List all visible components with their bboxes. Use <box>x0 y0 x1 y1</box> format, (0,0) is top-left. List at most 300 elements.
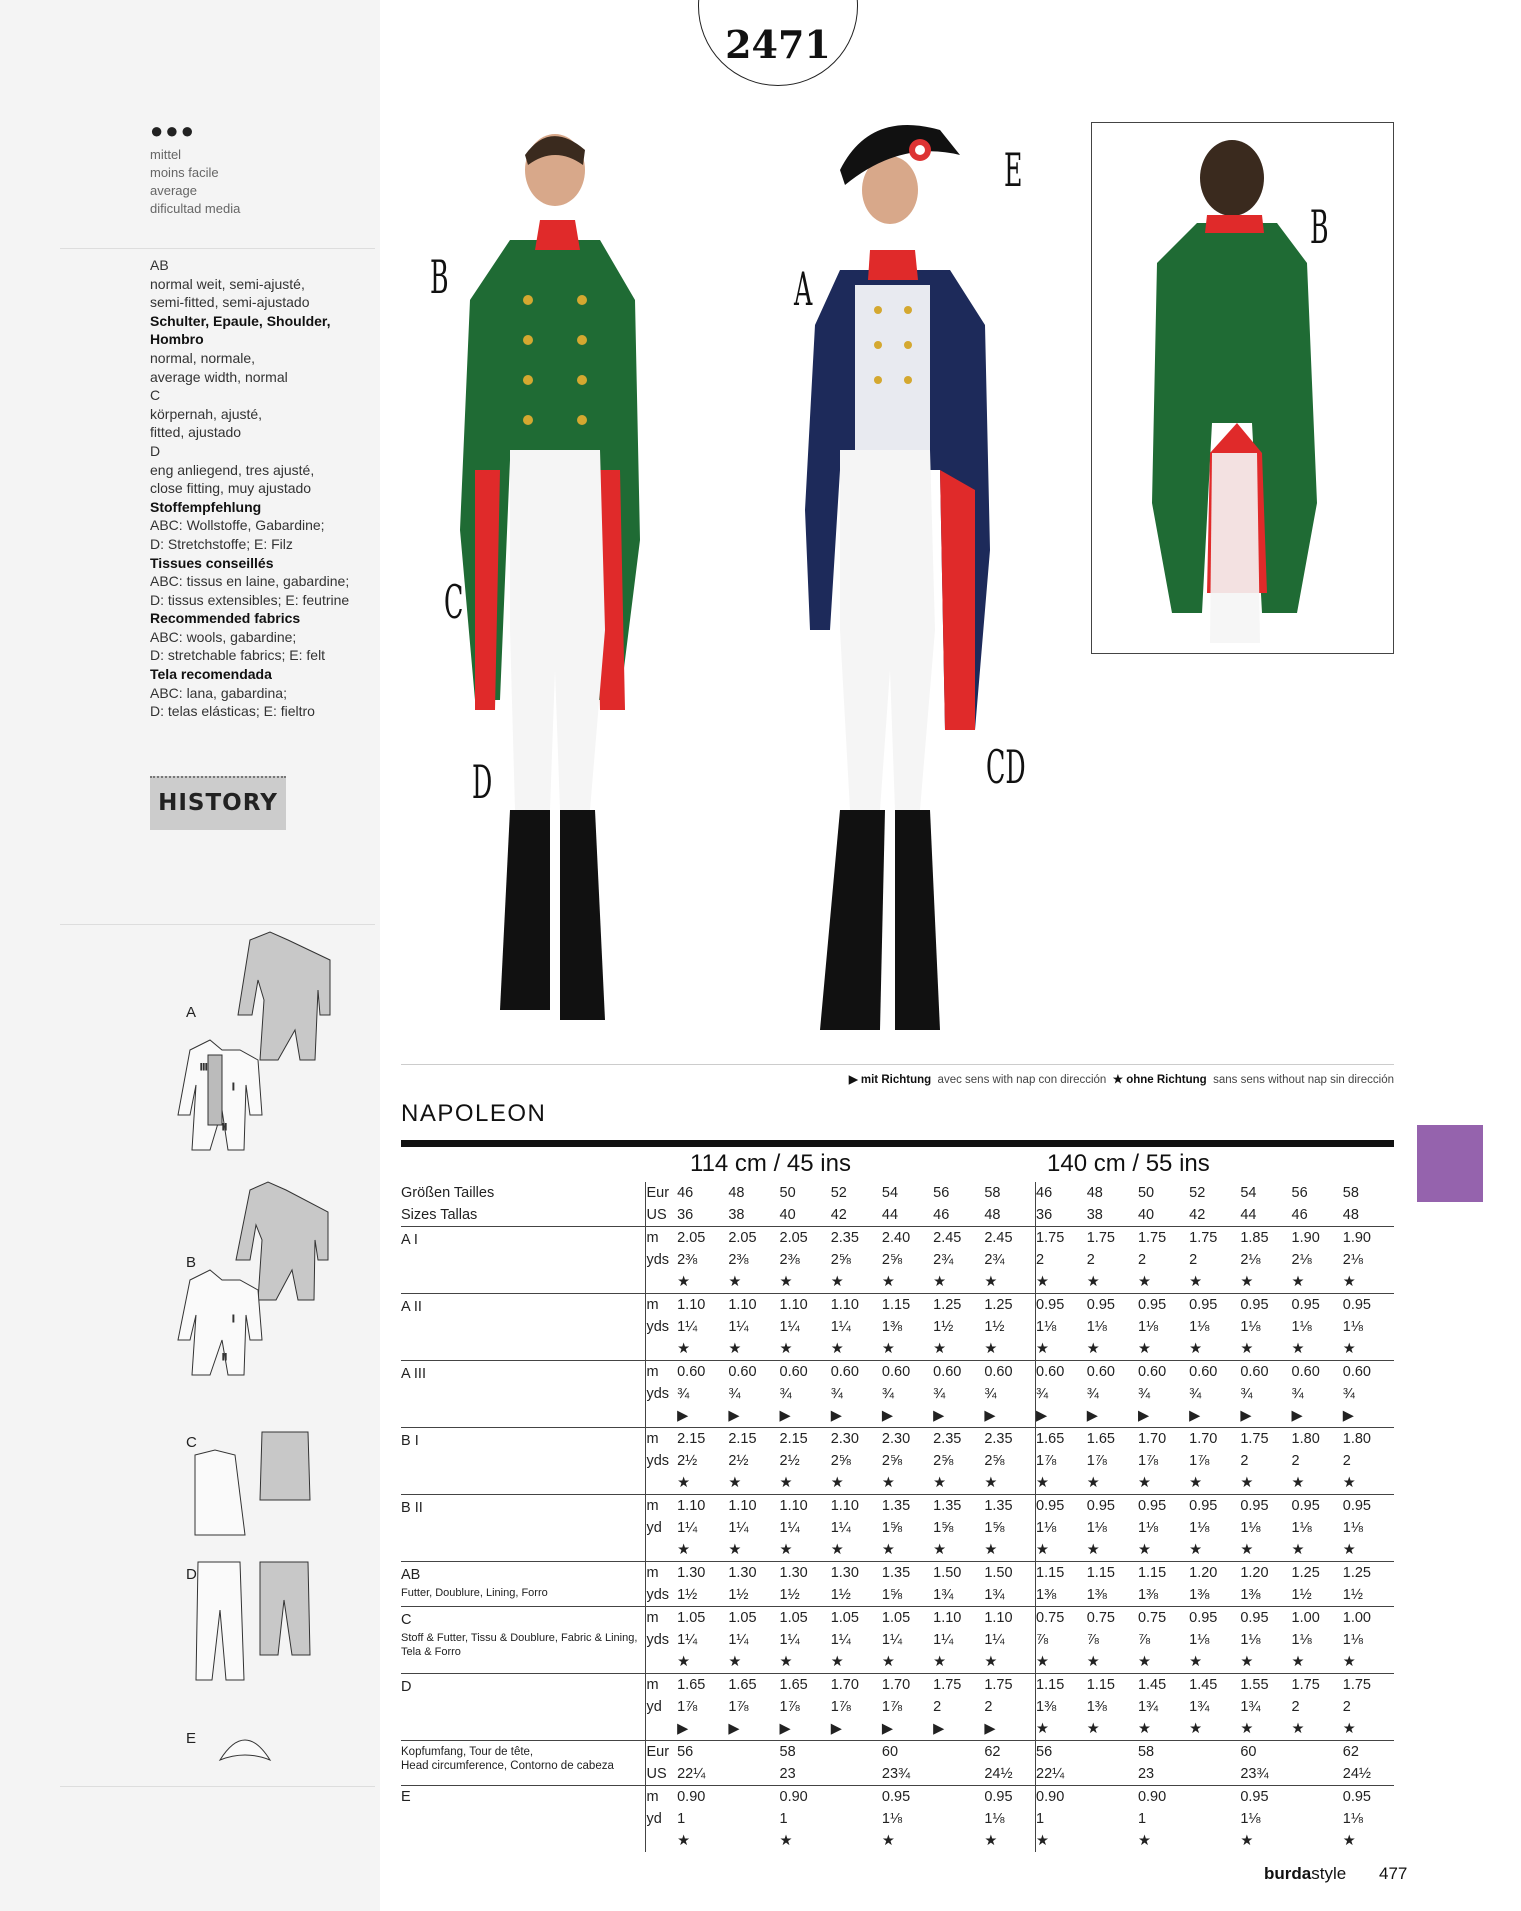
cell-value <box>728 1830 779 1852</box>
cell-value: ★ <box>933 1274 947 1290</box>
cell-value: 1.25 <box>984 1297 1013 1313</box>
cell-value: 56 <box>933 1185 950 1201</box>
size-cell <box>780 1361 831 1428</box>
sizes-label: Größen Tailles <box>401 1185 495 1201</box>
cell-value: 0.95 <box>1137 1498 1167 1514</box>
cell-value: 2 <box>984 1699 993 1715</box>
cell-value: 0.60 <box>1291 1364 1320 1380</box>
cell-value: ★ <box>1189 1721 1203 1737</box>
size-cell <box>677 1674 728 1741</box>
size-cell <box>831 1741 882 1786</box>
size-cell <box>984 1562 1035 1607</box>
cell-value: 1.75 <box>933 1677 962 1693</box>
cell-value: 2⅛ <box>1342 1252 1363 1268</box>
cell-value: 1.70 <box>1189 1431 1218 1447</box>
row-sublabel: Futter, Doublure, Lining, Forro <box>401 1587 548 1599</box>
cell-value: ¾ <box>933 1386 946 1402</box>
cell-value: 0.60 <box>1342 1364 1371 1380</box>
size-cell <box>677 1607 728 1674</box>
cell-value <box>831 1808 882 1830</box>
cell-value: 1.65 <box>779 1677 808 1693</box>
cell-value: 1.80 <box>1291 1431 1320 1447</box>
cell-value: 62 <box>984 1744 1001 1760</box>
cell-value: ¾ <box>1036 1386 1049 1402</box>
unit: US <box>646 1766 667 1782</box>
divider <box>60 248 375 249</box>
unit: yd <box>646 1520 662 1536</box>
cell-value: 1.00 <box>1291 1610 1320 1626</box>
cell-value: ★ <box>1291 1542 1305 1558</box>
size-cell <box>1036 1227 1087 1294</box>
cell-value: ▶ <box>933 1408 945 1424</box>
cell-value: 2 <box>1036 1252 1045 1268</box>
cell-value: ★ <box>728 1654 742 1670</box>
row-label <box>401 1562 646 1607</box>
title-rule <box>401 1140 1394 1147</box>
cell-value: ★ <box>1189 1542 1203 1558</box>
cell-value: ★ <box>779 1833 793 1849</box>
size-cell <box>831 1674 882 1741</box>
back-view-inset <box>1091 122 1394 654</box>
cell-value: 2 <box>1291 1699 1300 1715</box>
size-cell <box>1343 1227 1394 1294</box>
cell-value: 1.35 <box>984 1498 1013 1514</box>
cell-value: 1¼ <box>677 1520 698 1536</box>
cell-value: 0.95 <box>1342 1297 1371 1313</box>
cell-value: 1.65 <box>1086 1431 1115 1447</box>
cell-value: 1.75 <box>1240 1431 1269 1447</box>
cell-value: 24½ <box>1342 1766 1371 1782</box>
cell-value: ★ <box>1240 1341 1254 1357</box>
size-cell <box>882 1607 933 1674</box>
cell-value: ¾ <box>1086 1386 1099 1402</box>
cell-value: 1⅛ <box>1240 1319 1261 1335</box>
size-cell <box>1189 1674 1240 1741</box>
size-cell <box>1036 1786 1087 1853</box>
unit: m <box>646 1610 659 1626</box>
cell-value: 0.95 <box>1240 1610 1269 1626</box>
size-cell <box>1087 1741 1138 1786</box>
size-cell <box>677 1428 728 1495</box>
cell-value <box>1292 1808 1343 1830</box>
view-piece-label: A III <box>401 1366 426 1382</box>
cell-value: 1⅜ <box>1036 1587 1057 1603</box>
unit: m <box>646 1230 659 1246</box>
size-cell <box>831 1786 882 1853</box>
difficulty-line: moins facile <box>150 165 219 180</box>
fabric-width-114: 114 cm / 45 ins <box>690 1150 851 1177</box>
row-label <box>401 1227 646 1294</box>
cell-value: 1.10 <box>933 1610 962 1626</box>
size-cell <box>1343 1674 1394 1741</box>
size-cell <box>677 1562 728 1607</box>
size-cell <box>1240 1607 1291 1674</box>
cell-value: 1⅞ <box>677 1699 698 1715</box>
cell-value: 48 <box>1086 1185 1103 1201</box>
sketch-a-back <box>238 932 330 1060</box>
cell-value: 1.65 <box>728 1677 757 1693</box>
cell-value: 1⅝ <box>984 1520 1005 1536</box>
size-cell <box>1036 1182 1087 1227</box>
cell-value: ¾ <box>830 1386 843 1402</box>
cell-value: 1⅛ <box>1240 1811 1261 1827</box>
fit-line: ABC: lana, gabardina; <box>150 684 287 701</box>
cell-value: ★ <box>1189 1475 1203 1491</box>
cell-value: 1.70 <box>1137 1431 1167 1447</box>
cell-value: ▶ <box>1036 1408 1048 1424</box>
row-label <box>401 1741 646 1786</box>
cell-value: 1⅜ <box>1086 1699 1107 1715</box>
view-piece-label: C <box>401 1612 412 1628</box>
fit-line: fitted, ajustado <box>150 424 242 441</box>
cell-value: 1⅛ <box>1036 1520 1057 1536</box>
unit: m <box>646 1431 659 1447</box>
size-cell <box>1189 1294 1240 1361</box>
unit: yds <box>646 1386 670 1402</box>
size-cell <box>780 1227 831 1294</box>
cell-value: 2 <box>933 1699 942 1715</box>
cell-value: 1⅜ <box>881 1319 903 1335</box>
yardage-table <box>401 1182 1394 1852</box>
sketch-b-back <box>236 1182 328 1300</box>
cell-value: 42 <box>830 1207 847 1223</box>
sketch-a-front <box>178 1040 262 1150</box>
cell-value: 1½ <box>984 1319 1005 1335</box>
cell-value: 1.50 <box>933 1565 962 1581</box>
cell-value: 2.15 <box>728 1431 757 1447</box>
cell-value: 2½ <box>779 1453 800 1469</box>
cell-value: 2⅝ <box>830 1453 851 1469</box>
cell-value <box>1189 1830 1240 1852</box>
cell-value: ★ <box>1137 1475 1151 1491</box>
cell-value: ★ <box>984 1654 998 1670</box>
cell-value: 2.35 <box>984 1431 1013 1447</box>
cell-value: 1⅛ <box>881 1811 903 1827</box>
cell-value: 1⅞ <box>1036 1453 1057 1469</box>
cell-value: 1.10 <box>779 1498 808 1514</box>
cell-value: ★ <box>984 1542 998 1558</box>
cell-value: ▶ <box>728 1721 740 1737</box>
size-cell <box>1036 1428 1087 1495</box>
cell-value: ★ <box>1036 1475 1050 1491</box>
cell-value: 2.40 <box>881 1230 911 1246</box>
cell-value: ★ <box>933 1654 947 1670</box>
row-label <box>401 1428 646 1495</box>
size-cell <box>984 1361 1035 1428</box>
cell-value: 56 <box>1291 1185 1308 1201</box>
view-piece-label: B I <box>401 1433 419 1449</box>
unit: m <box>646 1789 659 1805</box>
view-label-d: D <box>472 755 493 809</box>
cell-value: 1¼ <box>830 1319 851 1335</box>
size-cell <box>1189 1227 1240 1294</box>
cell-value: 1⅝ <box>881 1520 903 1536</box>
unit-cell <box>646 1361 677 1428</box>
tech-label-e: E <box>186 1730 197 1747</box>
cell-value: 1½ <box>677 1587 698 1603</box>
cell-value: 1¾ <box>1240 1699 1261 1715</box>
cell-value: 1⅜ <box>1036 1699 1057 1715</box>
nap-legend <box>849 1072 1394 1086</box>
cell-value: ⅞ <box>1086 1632 1099 1648</box>
unit: yds <box>646 1453 670 1469</box>
size-cell <box>677 1294 728 1361</box>
cell-value <box>728 1786 779 1808</box>
cell-value: 1.90 <box>1291 1230 1320 1246</box>
cell-value: 1⅛ <box>1291 1520 1312 1536</box>
unit-cell <box>646 1294 677 1361</box>
cell-value: 58 <box>779 1744 796 1760</box>
cell-value: ★ <box>1189 1274 1203 1290</box>
cell-value: ★ <box>1291 1475 1305 1491</box>
cell-value: 2⅜ <box>779 1252 800 1268</box>
unit: m <box>646 1565 659 1581</box>
difficulty-dots: ●●● <box>150 118 196 143</box>
size-cell <box>1036 1495 1087 1562</box>
size-cell <box>1292 1741 1343 1786</box>
cell-value: 2 <box>1342 1453 1351 1469</box>
difficulty-line: dificultad media <box>150 201 241 216</box>
cell-value: 1⅛ <box>1189 1520 1210 1536</box>
cell-value: ★ <box>677 1274 691 1290</box>
cell-value: 2⅛ <box>1240 1252 1261 1268</box>
fit-line: C <box>150 387 161 404</box>
unit-cell <box>646 1227 677 1294</box>
unit-cell <box>646 1428 677 1495</box>
view-piece-label: E <box>401 1789 411 1805</box>
size-cell <box>933 1674 984 1741</box>
cell-value: 1.65 <box>1036 1431 1065 1447</box>
size-cell <box>1087 1294 1138 1361</box>
cell-value: 23¾ <box>1240 1766 1269 1782</box>
cell-value: 1.45 <box>1137 1677 1167 1693</box>
unit: yds <box>646 1319 670 1335</box>
cell-value: 1.70 <box>830 1677 859 1693</box>
size-cell <box>1189 1741 1240 1786</box>
row-sublabel: Stoff & Futter, Tissu & Doublure, Fabric & Lining, Tela & Forro <box>401 1632 638 1658</box>
size-cell <box>780 1786 831 1853</box>
fit-line: Tela recomendada <box>150 666 272 683</box>
size-cell <box>1189 1361 1240 1428</box>
cell-value: 1⅞ <box>728 1699 749 1715</box>
row-label <box>401 1182 646 1227</box>
cell-value: 0.60 <box>1240 1364 1269 1380</box>
cell-value: 1.05 <box>728 1610 757 1626</box>
cell-value: ★ <box>1240 1542 1254 1558</box>
cell-value: 1⅛ <box>1189 1319 1210 1335</box>
size-cell <box>882 1182 933 1227</box>
cell-value: 1⅛ <box>1342 1520 1363 1536</box>
cell-value: 2.35 <box>830 1230 859 1246</box>
size-cell <box>1036 1562 1087 1607</box>
cell-value: 1⅝ <box>881 1587 903 1603</box>
cell-value: ★ <box>1036 1833 1050 1849</box>
size-cell <box>1240 1562 1291 1607</box>
legend-with-nap: ▶ mit Richtung <box>848 1074 932 1086</box>
cell-value: 1¼ <box>728 1520 749 1536</box>
cell-value: ▶ <box>677 1408 689 1424</box>
flat-sketches <box>160 920 380 1780</box>
cell-value: 50 <box>779 1185 796 1201</box>
cell-value: 1.45 <box>1189 1677 1218 1693</box>
brand-bold: burda <box>1264 1864 1312 1883</box>
fabric-width-140: 140 cm / 55 ins <box>1047 1150 1210 1177</box>
cell-value: ¾ <box>1342 1386 1355 1402</box>
size-cell <box>933 1607 984 1674</box>
cell-value: ★ <box>1036 1274 1050 1290</box>
cell-value: 1¼ <box>984 1632 1005 1648</box>
cell-value: 0.90 <box>1137 1789 1167 1805</box>
cell-value: 1¼ <box>779 1632 800 1648</box>
cell-value <box>728 1808 779 1830</box>
cell-value: 1¾ <box>1137 1699 1159 1715</box>
cell-value: 2 <box>1240 1453 1249 1469</box>
fit-line: körpernah, ajusté, <box>150 405 263 422</box>
cell-value: ⅞ <box>1137 1632 1151 1648</box>
size-cell <box>831 1562 882 1607</box>
cell-value <box>831 1763 882 1785</box>
cell-value: 1¼ <box>677 1632 698 1648</box>
fit-line: D <box>150 442 161 459</box>
fit-line: Hombro <box>150 331 204 348</box>
difficulty-line: mittel <box>150 147 182 162</box>
cell-value: 1⅛ <box>1086 1520 1107 1536</box>
cell-value: 1.15 <box>1137 1565 1167 1581</box>
cell-value: ★ <box>1086 1654 1100 1670</box>
size-cell <box>831 1182 882 1227</box>
cell-value: 40 <box>779 1207 796 1223</box>
cell-value: 1.20 <box>1189 1565 1218 1581</box>
cell-value: 1⅞ <box>881 1699 903 1715</box>
size-cell <box>677 1495 728 1562</box>
cell-value: 58 <box>984 1185 1001 1201</box>
cell-value: 1.30 <box>728 1565 757 1581</box>
size-cell <box>1138 1227 1189 1294</box>
cell-value: ★ <box>1342 1654 1356 1670</box>
cell-value: 1.15 <box>1086 1565 1115 1581</box>
size-cell <box>1189 1182 1240 1227</box>
cell-value: ▶ <box>881 1408 894 1424</box>
row-label <box>401 1294 646 1361</box>
fit-line: average width, normal <box>150 368 288 385</box>
cell-value: ★ <box>1240 1274 1254 1290</box>
svg-text:III: III <box>200 1062 208 1072</box>
cell-value: 1½ <box>779 1587 800 1603</box>
legend-without-nap-translations: sans sens without nap sin dirección <box>1213 1074 1394 1086</box>
cell-value: 1¼ <box>677 1319 698 1335</box>
cell-value: 1.75 <box>1291 1677 1320 1693</box>
cell-value: 1¾ <box>1189 1699 1210 1715</box>
size-cell <box>1189 1607 1240 1674</box>
size-cell <box>933 1182 984 1227</box>
cell-value: ¾ <box>984 1386 997 1402</box>
size-cell <box>1189 1428 1240 1495</box>
row-label <box>401 1607 646 1674</box>
size-cell <box>1343 1741 1394 1786</box>
cell-value: 1.10 <box>830 1498 859 1514</box>
cell-value: 1.70 <box>881 1677 911 1693</box>
unit-cell <box>646 1674 677 1741</box>
row-label <box>401 1786 646 1853</box>
cell-value <box>831 1830 882 1852</box>
cell-value: 1.10 <box>728 1297 757 1313</box>
cell-value: 1⅞ <box>1086 1453 1107 1469</box>
cell-value: 1.05 <box>881 1610 911 1626</box>
pattern-number: 2471 <box>725 22 831 67</box>
size-cell <box>882 1786 933 1853</box>
cell-value: ★ <box>1137 1833 1151 1849</box>
cell-value: 1¼ <box>728 1319 749 1335</box>
cell-value: 1.10 <box>779 1297 808 1313</box>
cell-value: ★ <box>677 1833 691 1849</box>
cell-value: 0.60 <box>933 1364 962 1380</box>
cell-value: 1¼ <box>779 1520 800 1536</box>
svg-text:I: I <box>232 1314 235 1325</box>
cell-value: ★ <box>881 1542 895 1558</box>
cell-value <box>1087 1763 1138 1785</box>
cell-value: 44 <box>881 1207 899 1223</box>
cell-value: 1⅛ <box>1342 1811 1363 1827</box>
cell-value: ★ <box>728 1274 742 1290</box>
size-cell <box>984 1428 1035 1495</box>
cell-value: ★ <box>677 1654 691 1670</box>
cell-value <box>1087 1808 1138 1830</box>
cell-value: ★ <box>1342 1833 1356 1849</box>
cell-value: 0.95 <box>1240 1297 1269 1313</box>
cell-value: ★ <box>677 1475 691 1491</box>
cell-value: 1.05 <box>677 1610 706 1626</box>
divider <box>401 1064 1394 1065</box>
cell-value: ▶ <box>984 1408 996 1424</box>
cell-value: 1¼ <box>728 1632 749 1648</box>
cell-value: ★ <box>933 1341 947 1357</box>
cell-value: ★ <box>830 1274 844 1290</box>
cell-value: ★ <box>728 1542 742 1558</box>
cell-value: 1⅛ <box>1189 1632 1210 1648</box>
cell-value: 0.95 <box>881 1789 911 1805</box>
size-cell <box>831 1607 882 1674</box>
size-cell <box>933 1227 984 1294</box>
cell-value: ★ <box>830 1341 844 1357</box>
size-cell <box>1087 1674 1138 1741</box>
cell-value: ▶ <box>830 1721 842 1737</box>
view-label-e: E <box>1004 143 1023 197</box>
size-cell <box>882 1227 933 1294</box>
size-cell <box>1138 1182 1189 1227</box>
cell-value: 1⅛ <box>1036 1319 1057 1335</box>
cell-value: 0.90 <box>677 1789 706 1805</box>
fit-line: ABC: wools, gabardine; <box>150 628 297 645</box>
cell-value: 52 <box>830 1185 847 1201</box>
cell-value: 2 <box>1137 1252 1147 1268</box>
cell-value: 0.95 <box>1189 1498 1218 1514</box>
size-cell <box>1343 1562 1394 1607</box>
cell-value: 0.95 <box>1342 1789 1371 1805</box>
cell-value: ★ <box>984 1341 998 1357</box>
cell-value: 52 <box>1189 1185 1206 1201</box>
cell-value: 1.50 <box>984 1565 1013 1581</box>
size-cell <box>728 1294 779 1361</box>
size-cell <box>1343 1294 1394 1361</box>
cell-value: 1.80 <box>1342 1431 1371 1447</box>
cell-value: ★ <box>1036 1341 1050 1357</box>
cell-value: 1½ <box>830 1587 851 1603</box>
cell-value: 1¼ <box>830 1520 851 1536</box>
cell-value: ★ <box>1291 1274 1305 1290</box>
cell-value: ▶ <box>1137 1408 1150 1424</box>
size-cell <box>1343 1361 1394 1428</box>
view-piece-label: AB <box>401 1567 421 1583</box>
